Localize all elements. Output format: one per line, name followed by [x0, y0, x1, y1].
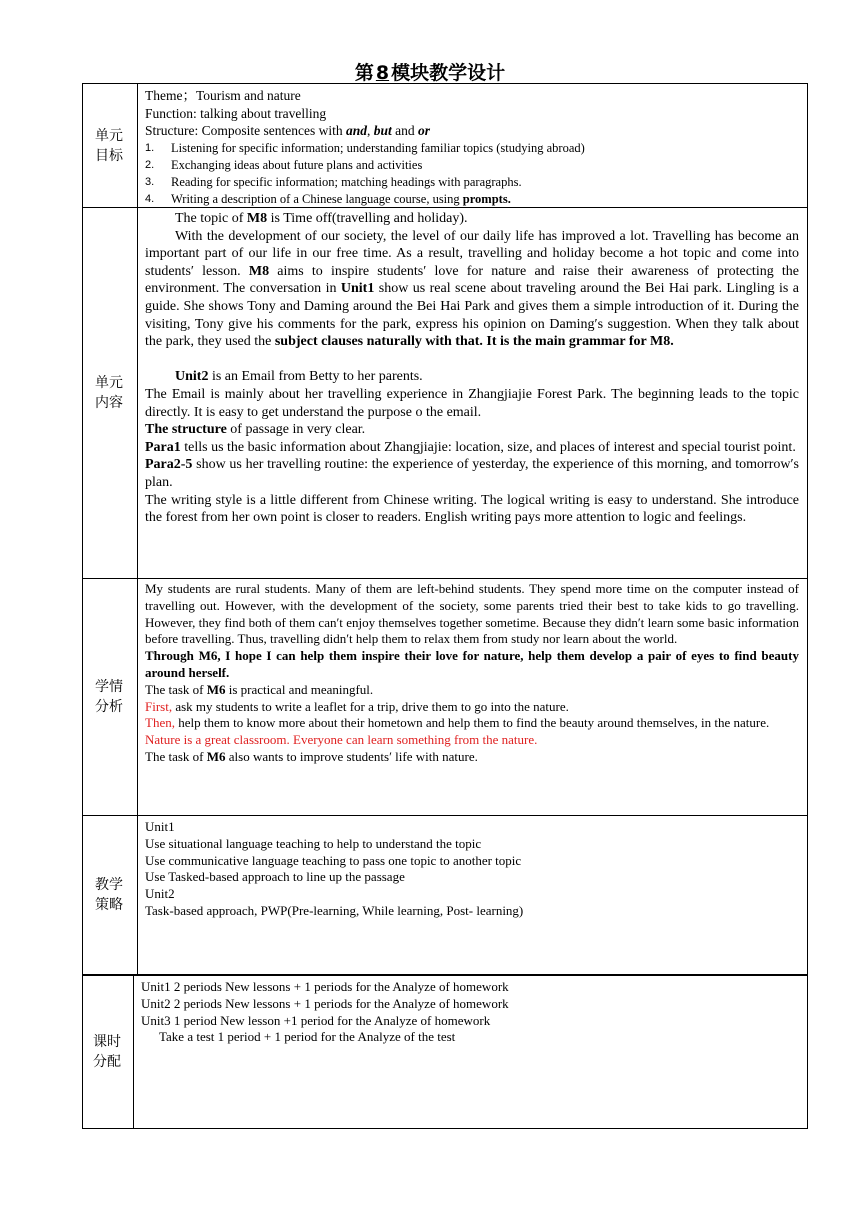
text-bold: M6: [206, 748, 226, 764]
text-bold: Through M6, I hope I can help them inspire their love for nature, help them develop a pair of eyes to find beauty around herself.: [145, 648, 799, 680]
goal-item-number: 4.: [145, 192, 155, 205]
strategy-line: Unit1: [145, 819, 175, 834]
text-run: With the development of our society, the level of our daily life has improved a lot. Travelling has become an important part of our life in our free time. As a result, travelling and holiday become a hot topic and come into students′ lesson.: [145, 228, 799, 279]
content-unit2-intro: [145, 368, 799, 386]
strategy-line: Use communicative language teaching to pass one topic to another topic: [145, 852, 522, 868]
text-run: The topic of: [175, 211, 247, 226]
learner-hope: [145, 648, 799, 682]
text-run: is practical and meaningful.: [225, 681, 374, 697]
title-prefix: 第: [354, 62, 374, 84]
text-bold: M8: [248, 263, 270, 279]
text-run: help them to know more about their hometown and help them to find the beauty around themselves, in the nature.: [174, 715, 770, 731]
unit-content-text: [145, 210, 799, 527]
learner-task-improve: [145, 749, 799, 766]
goal-item-text: Exchanging ideas about future plans and activities: [171, 157, 423, 172]
unit-goals-label-cell: [83, 84, 138, 207]
text-bold: M8: [246, 211, 268, 226]
text-run: of passage in very clear.: [226, 422, 366, 438]
unit-content-label-cell: [83, 208, 138, 578]
structure-and-text: and: [391, 123, 418, 138]
strategy-line: Use situational language teaching to help to understand the topic: [145, 835, 482, 851]
text-run: tells us the basic information about Zhangjiajie: location, size, and places of interest and special tourist point.: [180, 439, 796, 455]
goal-item-number: 1.: [145, 141, 155, 154]
learner-nature-quote: Nature is a great classroom. Everyone can learn something from the nature.: [145, 732, 538, 748]
text-run: show us real scene about traveling around the Bei Hai park. Lingling is a guide. She shows Tony and Daming around the Bei Hai Park and gives them a simple introduction of it. During the visiting, Tony give his comments for the park, express his opinion on Daming′s suggestion. When they talk about the park, they used the: [145, 281, 799, 350]
structure-but: but: [373, 123, 392, 138]
period-line: Unit1 2 periods New lessons + 1 periods for the Analyze of homework: [141, 979, 509, 994]
text-bold: subject clauses naturally with that. It is the main grammar for M8.: [274, 334, 674, 350]
learner-paragraph: My students are rural students. Many of them are left-behind students. They spend more time on the computer instead of travelling out. However, with the development of the society, some parents tried their best to take kids to go travelling. However, they find both of them can′t enjoy themselves together sometime. Because they didn′t learn some basic information before travelling. Thus, travelling didn′t help them to relax them from study nor learn about the world.: [145, 581, 799, 647]
content-topic: [145, 210, 799, 228]
text-run: is an Email from Betty to her parents.: [208, 369, 423, 385]
text-run: is Time off(travelling and holiday).: [267, 211, 468, 226]
text-bold: The structure: [145, 422, 227, 438]
period-allocation-text: [141, 979, 799, 1046]
text-run: aims to inspire students′ love for nature and raise their awareness of protecting the environment. The conversation in: [145, 263, 800, 297]
text-run: also wants to improve students′ life with nature.: [225, 748, 478, 764]
text-run: The task of: [145, 748, 207, 764]
learner-then: [145, 715, 799, 732]
goal-theme: Theme；Tourism and nature: [145, 88, 301, 103]
blank-line: [145, 351, 799, 369]
unit-goals-row: [82, 83, 808, 208]
period-allocation-label-cell: [83, 976, 134, 1128]
teaching-strategy-label-cell: [83, 816, 138, 974]
structure-comma: ,: [366, 123, 374, 138]
goal-item-text: Reading for specific information; matching headings with paragraphs.: [171, 174, 522, 189]
period-line: Unit2 2 periods New lessons + 1 periods for the Analyze of homework: [141, 995, 509, 1011]
goal-item-bold: prompts.: [462, 191, 511, 206]
text-bold: M6: [206, 681, 226, 697]
learner-task: [145, 682, 799, 699]
structure-or: or: [418, 123, 431, 138]
goal-item-text: Writing a description of a Chinese language course, using: [171, 191, 463, 206]
content-email-paragraph: The Email is mainly about her travelling experience in Zhangjiajie Forest Park. The beginning leads to the topic directly. It is easy to get understand the purpose o the email.: [145, 386, 799, 420]
teaching-strategy-text: [145, 819, 799, 920]
goal-item: [145, 191, 799, 208]
learner-analysis-row: [82, 578, 808, 816]
teaching-strategy-row: [82, 815, 808, 975]
content-para2-5: [145, 456, 799, 491]
structure-and: and: [345, 123, 367, 138]
unit-goals-content: [145, 87, 799, 208]
goal-item-text: Listening for specific information; understanding familiar topics (studying abroad): [171, 140, 585, 155]
unit-goals-label: 单元目标: [95, 127, 123, 164]
learner-first: [145, 699, 799, 716]
strategy-line: Task-based approach, PWP(Pre-learning, While learning, Post- learning): [145, 902, 524, 918]
content-structure: [145, 421, 799, 439]
text-run: The task of: [145, 681, 207, 697]
text-run: ask my students to write a leaflet for a trip, drive them to go into the nature.: [172, 698, 569, 714]
goal-item-number: 2.: [145, 158, 155, 171]
goal-item-number: 3.: [145, 175, 155, 188]
text-bold: Para1: [145, 439, 181, 455]
text-red: Then,: [145, 715, 175, 731]
goal-item: [145, 140, 799, 157]
strategy-line: Unit2: [145, 886, 175, 902]
text-bold: Unit2: [175, 369, 209, 385]
learner-analysis-label: 学情分析: [95, 679, 123, 715]
period-line: Take a test 1 period + 1 period for the Analyze of the test: [159, 1029, 456, 1045]
page-title: [0, 58, 860, 85]
goal-item: [145, 157, 799, 174]
learner-analysis-text: [145, 581, 799, 766]
period-line: Unit3 1 period New lesson +1 period for the Analyze of homework: [141, 1012, 491, 1028]
title-suffix: 模块教学设计: [391, 62, 506, 84]
period-allocation-row: [82, 974, 808, 1129]
strategy-line: Use Tasked-based approach to line up the passage: [145, 869, 405, 885]
teaching-strategy-label: 教学策略: [95, 877, 123, 913]
text-run: show us her travelling routine: the experience of yesterday, the experience of this morning, and tomorrow′s plan.: [145, 457, 799, 490]
text-bold: Para2-5: [145, 457, 193, 473]
unit-content-row: [82, 207, 808, 579]
goal-function: Function: talking about travelling: [145, 105, 327, 121]
content-writing-style: The writing style is a little different from Chinese writing. The logical writing is easy to understand. She introduce the forest from her own point is closer to readers. English writing pays more attention to logic and feelings.: [145, 492, 799, 526]
unit-content-label: 单元内容: [95, 375, 123, 411]
module-number: 8: [375, 62, 390, 84]
goal-structure: [145, 122, 799, 140]
text-bold: Unit1: [340, 281, 375, 297]
period-allocation-label: 课时分配: [93, 1034, 121, 1070]
content-unit1-paragraph: [145, 228, 799, 351]
goal-item: [145, 174, 799, 191]
text-red: First,: [145, 698, 173, 714]
content-para1: [145, 439, 799, 457]
goal-list: [145, 140, 799, 208]
learner-analysis-label-cell: [83, 579, 138, 815]
structure-prefix: Structure: Composite sentences with: [145, 123, 346, 138]
